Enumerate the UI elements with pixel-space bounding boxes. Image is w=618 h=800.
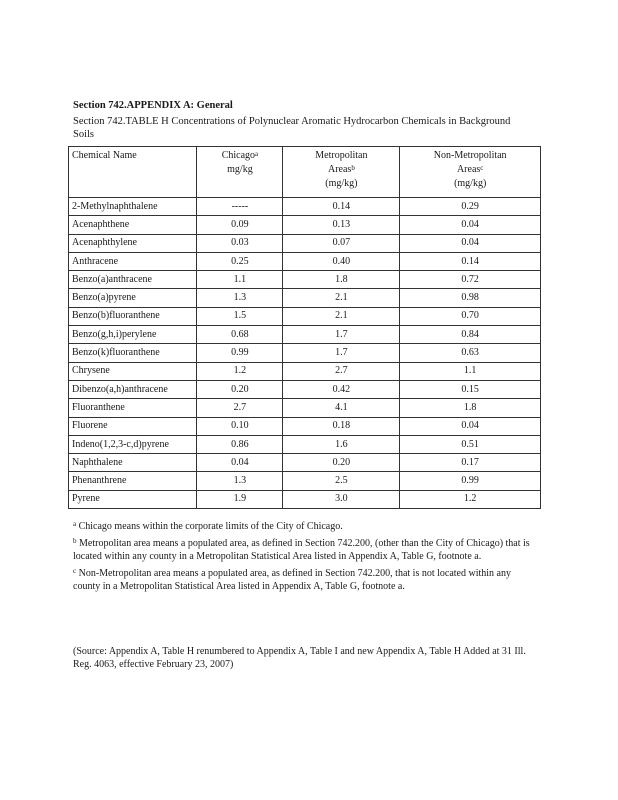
footnotes [73,520,538,597]
non-metropolitan-value-cell: 0.04 [400,216,541,234]
chemical-name-cell: Anthracene [69,252,197,270]
chicago-value-cell: 0.20 [197,380,283,398]
table-title: Section 742.TABLE H Concentrations of Polynuclear Aromatic Hydrocarbon Chemicals in Background Soils [73,116,511,140]
metropolitan-value-cell: 1.6 [283,435,400,453]
metropolitan-value-cell: 0.13 [283,216,400,234]
table-row [69,399,541,417]
metropolitan-value-cell: 1.7 [283,326,400,344]
metropolitan-value-cell: 2.1 [283,307,400,325]
metropolitan-value-cell: 0.14 [283,198,400,216]
chemical-name-cell: 2-Methylnaphthalene [69,198,197,216]
table-row [69,216,541,234]
metropolitan-value-cell: 4.1 [283,399,400,417]
chicago-value-cell: 1.3 [197,472,283,490]
chemical-name-cell: Benzo(a)pyrene [69,289,197,307]
metropolitan-value-cell: 0.18 [283,417,400,435]
table-row [69,271,541,289]
non-metropolitan-value-cell: 0.84 [400,326,541,344]
chemical-name-cell: Acenaphthylene [69,234,197,252]
chicago-value-cell: 0.86 [197,435,283,453]
non-metropolitan-value-cell: 0.15 [400,380,541,398]
header-chemical-name: Chemical Name [69,147,197,198]
metropolitan-value-cell: 0.42 [283,380,400,398]
chicago-value-cell: 0.10 [197,417,283,435]
non-metropolitan-value-cell: 0.17 [400,454,541,472]
non-metropolitan-value-cell: 0.63 [400,344,541,362]
chemical-name-cell: Fluoranthene [69,399,197,417]
chicago-value-cell: 0.03 [197,234,283,252]
chicago-value-cell: 0.68 [197,326,283,344]
metropolitan-value-cell: 2.1 [283,289,400,307]
table-row [69,307,541,325]
chemical-name-cell: Benzo(k)fluoranthene [69,344,197,362]
table-row [69,380,541,398]
chicago-value-cell: 0.04 [197,454,283,472]
table-row [69,289,541,307]
non-metropolitan-value-cell: 0.51 [400,435,541,453]
non-metropolitan-value-cell: 0.29 [400,198,541,216]
chemical-name-cell: Indeno(1,2,3-c,d)pyrene [69,435,197,453]
metropolitan-value-cell: 2.7 [283,362,400,380]
non-metropolitan-value-cell: 0.14 [400,252,541,270]
table-row [69,417,541,435]
metropolitan-value-cell: 3.0 [283,490,400,508]
chemical-name-cell: Benzo(a)anthracene [69,271,197,289]
metropolitan-value-cell: 0.20 [283,454,400,472]
chemical-name-cell: Naphthalene [69,454,197,472]
footnote-a: $^a$ Chicago means within the corporate limits of the City of Chicago. [73,520,343,532]
non-metropolitan-value-cell: 0.72 [400,271,541,289]
metropolitan-value-cell: 0.07 [283,234,400,252]
chemical-name-cell: Benzo(b)fluoranthene [69,307,197,325]
table-row [69,344,541,362]
table-row [69,326,541,344]
source-note: (Source: Appendix A, Table H renumbered to Appendix A, Table I and new Appendix A, Table H Added at 31 Ill. Reg. 4063, effective February 23, 2007) [73,646,526,670]
chemical-name-cell: Dibenzo(a,h)anthracene [69,380,197,398]
chicago-value-cell: 0.09 [197,216,283,234]
footnote-b: $^b$ Metropolitan area means a populated area, as defined in Section 742.200, (other than the City of Chicago) that is located within any county in a Metropolitan Statistical Area listed in Appendix A, Table G, footnote a. [73,537,530,562]
table-row [69,454,541,472]
footnote-c: $^c$ Non-Metropolitan area means a populated area, as defined in Section 742.200, that is not located within any county in a Metropolitan Statistical Area listed in Appendix A, Table G, footnote a. [73,567,511,592]
chemical-name-cell: Acenaphthene [69,216,197,234]
chicago-value-cell: 2.7 [197,399,283,417]
chicago-value-cell: 1.1 [197,271,283,289]
concentrations-table [68,146,541,509]
non-metropolitan-value-cell: 0.99 [400,472,541,490]
non-metropolitan-value-cell: 0.98 [400,289,541,307]
table-row [69,252,541,270]
chemical-name-cell: Chrysene [69,362,197,380]
chicago-value-cell: 1.2 [197,362,283,380]
chemical-name-cell: Benzo(g,h,i)perylene [69,326,197,344]
metropolitan-value-cell: 2.5 [283,472,400,490]
table-row [69,362,541,380]
non-metropolitan-value-cell: 1.2 [400,490,541,508]
chicago-value-cell: 1.5 [197,307,283,325]
chemical-name-cell: Phenanthrene [69,472,197,490]
non-metropolitan-value-cell: 0.70 [400,307,541,325]
non-metropolitan-value-cell: 1.8 [400,399,541,417]
table-row [69,490,541,508]
chicago-value-cell: ----- [197,198,283,216]
non-metropolitan-value-cell: 0.04 [400,417,541,435]
table-row [69,472,541,490]
table-row [69,234,541,252]
chemical-name-cell: Fluorene [69,417,197,435]
table-row [69,435,541,453]
chicago-value-cell: 0.25 [197,252,283,270]
section-heading: Section 742.APPENDIX A: General [73,100,233,111]
metropolitan-value-cell: 1.8 [283,271,400,289]
chemical-name-cell: Pyrene [69,490,197,508]
metropolitan-value-cell: 0.40 [283,252,400,270]
chicago-value-cell: 1.3 [197,289,283,307]
non-metropolitan-value-cell: 0.04 [400,234,541,252]
table-row [69,198,541,216]
chicago-value-cell: 0.99 [197,344,283,362]
header-chicago: Chicago$^a$ mg/kg [197,147,283,198]
header-non-metropolitan: Non-Metropolitan Areas$^c$ (mg/kg) [400,147,541,198]
non-metropolitan-value-cell: 1.1 [400,362,541,380]
table-header-row [69,147,541,198]
metropolitan-value-cell: 1.7 [283,344,400,362]
chicago-value-cell: 1.9 [197,490,283,508]
header-metropolitan: Metropolitan Areas$^b$ (mg/kg) [283,147,400,198]
